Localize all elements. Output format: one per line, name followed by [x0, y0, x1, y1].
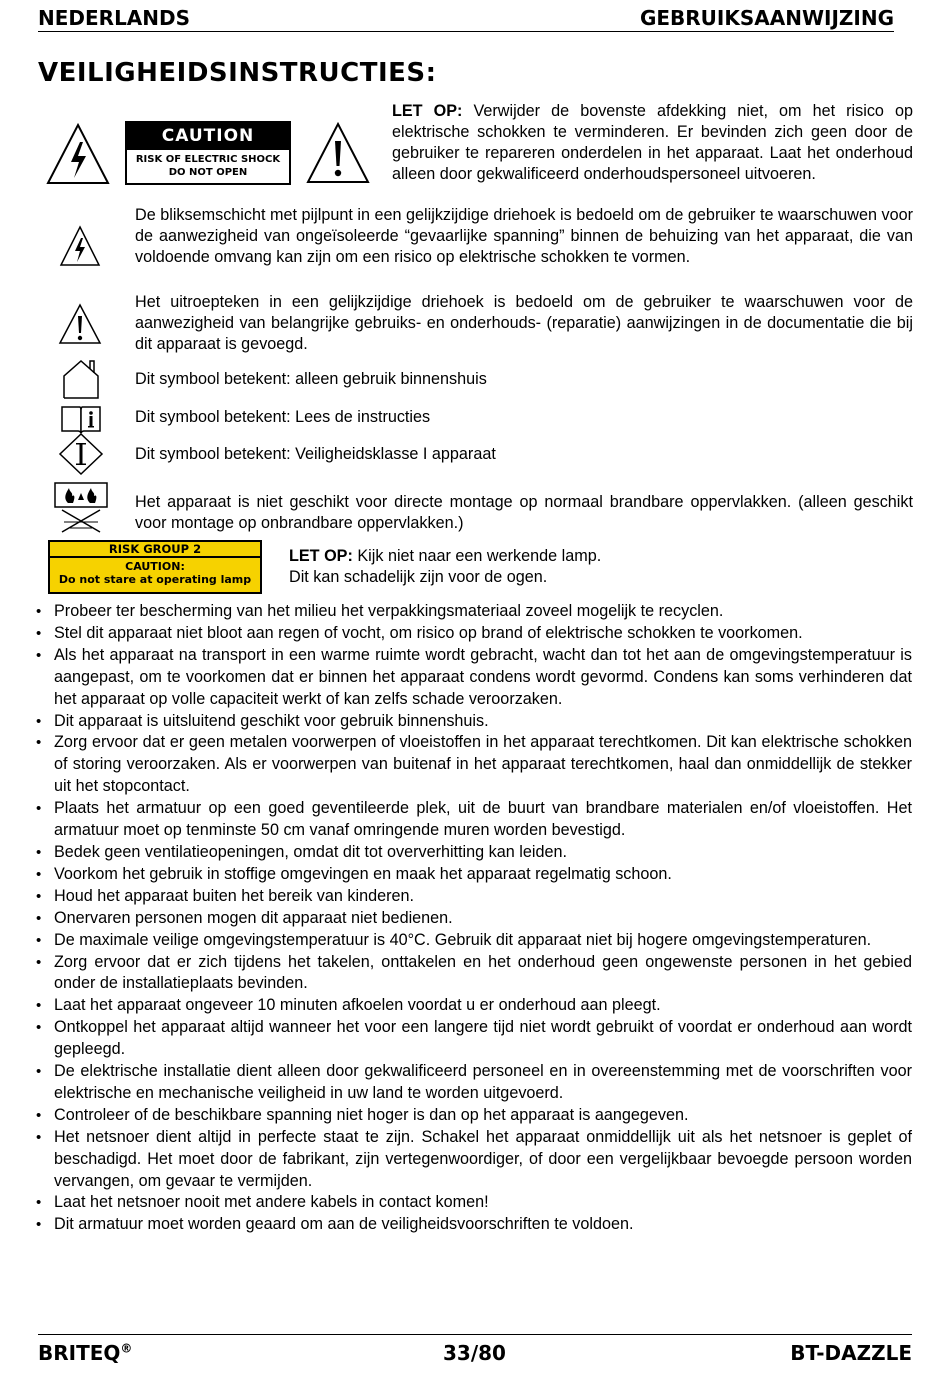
- caution-title: CAUTION: [127, 123, 289, 150]
- read-manual-icon: [60, 404, 102, 434]
- caution-text: [127, 150, 289, 179]
- class1-symbol-text: Dit symbool betekent: Veiligheidsklasse I apparaat: [135, 445, 496, 463]
- lightning-warning-icon: [46, 122, 110, 186]
- risk-warning: Do not stare at operating lamp: [58, 573, 252, 586]
- caution-label: [125, 121, 291, 185]
- exclamation-warning-icon: [306, 121, 370, 185]
- risk-group-label: [48, 540, 262, 594]
- manual-symbol-text: Dit symbool betekent: Lees de instructies: [135, 408, 431, 426]
- list-item: • Zorg ervoor dat er geen metalen voorwerpen of vloeistoffen in het apparaat terechtkomen. Dit kan elektrische schokken of storing veroorzaken. Als er voorwerpen van buitenaf in het apparaat terechtkomen, haal dan onmiddellijk de stekker uit het stopcontact.: [36, 732, 912, 798]
- let-op-line-2: Dit kan schadelijk zijn voor de ogen.: [289, 568, 548, 586]
- list-item: • De elektrische installatie dient alleen door gekwalificeerd personeel en in overeenstemming met de voorschriften voor elektrische en mechanische veiligheid in uw land te worden uitgevoerd.: [36, 1061, 912, 1105]
- brand-name: BRITEQ: [38, 1341, 121, 1365]
- header-language: NEDERLANDS: [38, 6, 191, 30]
- page-title: VEILIGHEIDSINSTRUCTIES:: [38, 58, 437, 88]
- list-item: • Onervaren personen mogen dit apparaat niet bedienen.: [36, 908, 912, 930]
- safety-instructions-list: [36, 601, 912, 1236]
- registered-mark: ®: [120, 1341, 133, 1356]
- flammable-symbol-text: Het apparaat is niet geschikt voor directe montage op normaal brandbare oppervlakken. (alleen geschikt voor montage op onbrandbare oppervlakken.): [135, 493, 913, 532]
- page-number: 33/80: [443, 1341, 506, 1365]
- caution-line-1: RISK OF ELECTRIC SHOCK: [135, 154, 281, 165]
- list-item: • Controleer of de beschikbare spanning niet hoger is dan op het apparaat is aangegeven.: [36, 1105, 912, 1127]
- caution-line-2: DO NOT OPEN: [168, 167, 248, 178]
- safety-class-1-icon: [58, 432, 104, 476]
- lightning-symbol-text: De bliksemschicht met pijlpunt in een gelijkzijdige driehoek is bedoeld om de gebruiker te waarschuwen voor de aanwezigheid van ongeïsoleerde “gevaarlijke spanning” binnen de behuizing van het apparaat, die van voldoende omvang kan zijn om een risico op elektrische schokken te vormen.: [135, 206, 913, 266]
- indoor-symbol-text: Dit symbool betekent: alleen gebruik binnenshuis: [135, 370, 487, 388]
- footer-brand: [38, 1341, 132, 1365]
- list-item: • Plaats het armatuur op een goed geventileerde plek, uit de buurt van brandbare materialen en/of vloeistoffen. Het armatuur moet op tenminste 50 cm vanaf omringende muren worden bevestigd.: [36, 798, 912, 842]
- list-item: • Ontkoppel het apparaat altijd wanneer het voor een langere tijd niet wordt gebruikt of voordat er onderhoud aan wordt gepleegd.: [36, 1017, 912, 1061]
- list-item: • Laat het apparaat ongeveer 10 minuten afkoelen voordat u er onderhoud aan pleegt.: [36, 995, 912, 1017]
- list-item: • Houd het apparaat buiten het bereik van kinderen.: [36, 886, 912, 908]
- list-item: • Zorg ervoor dat er zich tijdens het takelen, onttakelen en het onderhoud geen ongewenste personen in het gebied onder de installatieplaats bevinden.: [36, 952, 912, 996]
- let-op-paragraph-2: [289, 546, 889, 588]
- exclamation-symbol-icon: [58, 303, 102, 345]
- footer-model: BT-DAZZLE: [790, 1341, 912, 1365]
- let-op-label-1: LET OP:: [392, 102, 463, 120]
- exclamation-symbol-text: Het uitroepteken in een gelijkzijdige driehoek is bedoeld om de gebruiker te waarschuwen voor de aanwezigheid van belangrijke gebruiks- en onderhouds- (reparatie) aanwijzingen in de documentatie die bij dit apparaat is gevoegd.: [135, 293, 913, 353]
- list-item: • Voorkom het gebruik in stoffige omgevingen en maak het apparaat regelmatig schoon.: [36, 864, 912, 886]
- list-item: • Probeer ter bescherming van het milieu het verpakkingsmateriaal zoveel mogelijk te recyclen.: [36, 601, 912, 623]
- let-op-label-2: LET OP:: [289, 547, 353, 565]
- list-item: • Bedek geen ventilatieopeningen, omdat dit tot oververhitting kan leiden.: [36, 842, 912, 864]
- risk-group-title: RISK GROUP 2: [50, 542, 260, 558]
- list-item: • De maximale veilige omgevingstemperatuur is 40°C. Gebruik dit apparaat niet bij hogere omgevingstemperaturen.: [36, 930, 912, 952]
- header-doc-type: GEBRUIKSAANWIJZING: [639, 6, 894, 30]
- let-op-line-1: Kijk niet naar een werkende lamp.: [352, 547, 602, 565]
- let-op-text-1: Verwijder de bovenste afdekking niet, om het risico op elektrische schokken te verminderen. Er bevinden zich geen door de gebruiker te repareren onderdelen in het apparaat. Laat het onderhoud alleen door gekwalificeerd onderhoudspersoneel uitvoeren.: [392, 102, 913, 183]
- list-item: • Het netsnoer dient altijd in perfecte staat te zijn. Schakel het apparaat onmiddellijk uit als het netsnoer is geplet of beschadigd. Het moet door de fabrikant, zijn vertegenwoordiger, of door een vergelijkbaar bevoegde persoon worden vervangen, om gevaar te vermijden.: [36, 1127, 912, 1193]
- list-item: • Dit apparaat is uitsluitend geschikt voor gebruik binnenshuis.: [36, 711, 912, 733]
- list-item: • Stel dit apparaat niet bloot aan regen of vocht, om risico op brand of elektrische schokken te voorkomen.: [36, 623, 912, 645]
- risk-caution: CAUTION:: [125, 560, 185, 573]
- list-item: • Dit armatuur moet worden geaard om aan de veiligheidsvoorschriften te voldoen.: [36, 1214, 912, 1236]
- let-op-paragraph-1: [392, 101, 913, 185]
- page-footer: [38, 1334, 912, 1367]
- list-item: • Als het apparaat na transport in een warme ruimte wordt gebracht, wacht dan tot het aan de omgevingstemperatuur is aangepast, om te voorkomen dat er binnen het apparaat condens wordt gevormd. Condens kan soms verhinderen dat het apparaat op volle capaciteit werkt of kan zelfs schade veroorzaken.: [36, 645, 912, 711]
- lightning-symbol-icon: [59, 225, 101, 267]
- list-item: • Laat het netsnoer nooit met andere kabels in contact komen!: [36, 1192, 912, 1214]
- indoor-house-icon: [60, 358, 102, 400]
- no-flammable-surface-icon: [54, 482, 108, 534]
- page-header: [38, 2, 894, 32]
